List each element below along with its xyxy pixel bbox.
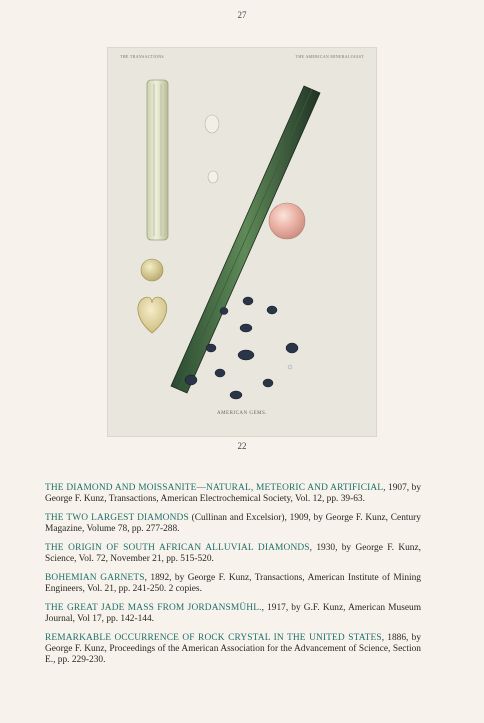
entry-details: , 1892, by George F. Kunz, Transactions, American Institute of Mining Engineers, Vol. 21, pp. 241-250. 2 copies.	[45, 573, 421, 594]
white-pebble-gem	[205, 115, 219, 133]
beryl-crystal	[147, 80, 168, 240]
plate-header-right: THE AMERICAN MINERALOGIST	[295, 54, 364, 59]
bibliography-list	[45, 483, 421, 674]
bibliography-entry	[45, 483, 421, 505]
gem-illustration	[108, 48, 376, 436]
entry-details: , 1930, by George F. Kunz, Science, Vol. 72, November 21, pp. 515-520.	[45, 543, 421, 564]
bibliography-entry	[45, 543, 421, 565]
plate-header	[108, 54, 376, 59]
bibliography-entry	[45, 633, 421, 666]
tiny-white-gem	[288, 365, 292, 369]
figure-number: 22	[237, 441, 247, 451]
bibliography-entry	[45, 513, 421, 535]
entry-details: , 1886, by George F. Kunz, Proceedings of the American Association for the Advancement of Science, Section E., pp. 229-230.	[45, 633, 422, 665]
entry-details: , 1907, by George F. Kunz, Transactions, American Electrochemical Society, Vol. 12, pp. 39-63.	[45, 483, 421, 504]
entry-title: THE DIAMOND AND MOISSANITE—NATURAL, METEORIC AND ARTIFICIAL	[45, 483, 384, 493]
entry-title: THE GREAT JADE MASS FROM JORDANSMÜHL.	[45, 603, 262, 613]
entry-title: BOHEMIAN GARNETS	[45, 573, 145, 583]
plate-header-left: THE TRANSACTIONS	[120, 54, 164, 59]
pink-round-gem	[269, 203, 305, 239]
entry-details: , 1917, by G.F. Kunz, American Museum Journal, Vol 17, pp. 142-144.	[45, 603, 421, 624]
bibliography-entry	[45, 573, 421, 595]
entry-details: (Cullinan and Excelsior), 1909, by George F. Kunz, Century Magazine, Volume 78, pp. 277-288.	[45, 513, 421, 534]
heart-gem	[138, 297, 167, 333]
plate-caption: AMERICAN GEMS.	[216, 411, 268, 416]
bibliography-entry	[45, 603, 421, 625]
page-number: 27	[237, 10, 247, 20]
gem-plate-illustration	[108, 48, 376, 436]
entry-title: THE TWO LARGEST DIAMONDS	[45, 513, 189, 523]
entry-title: THE ORIGIN OF SOUTH AFRICAN ALLUVIAL DIAMONDS	[45, 543, 310, 553]
yellow-round-gem	[141, 259, 163, 281]
entry-title: REMARKABLE OCCURRENCE OF ROCK CRYSTAL IN THE UNITED STATES	[45, 633, 382, 643]
small-pebble-gem	[208, 171, 218, 183]
